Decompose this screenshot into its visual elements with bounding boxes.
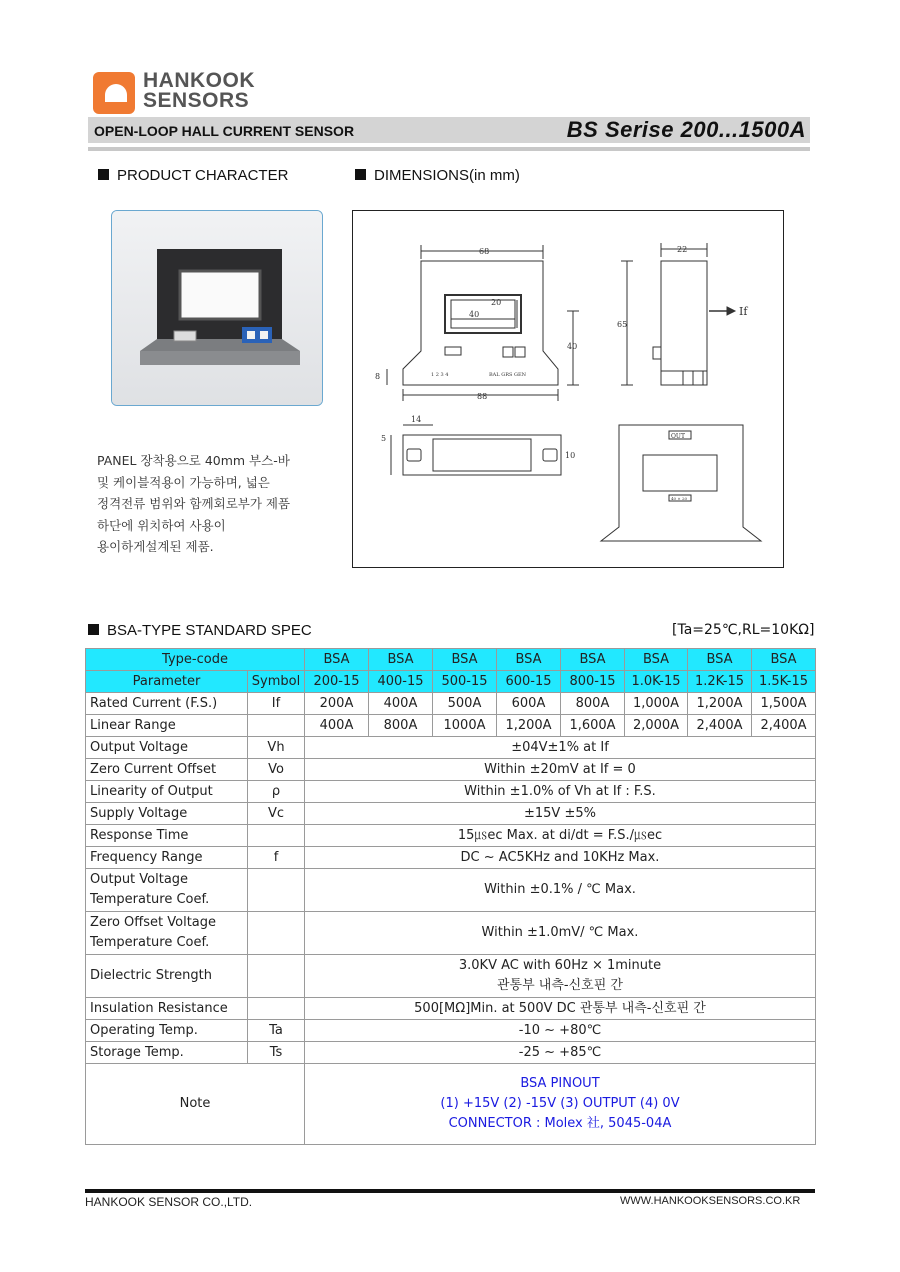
parameter-header: Parameter [86, 671, 248, 693]
param-symbol [248, 715, 305, 737]
dimensions-heading: DIMENSIONS(in mm) [355, 167, 520, 184]
value-cell: -25 ~ +85℃ [305, 1042, 816, 1064]
description-line: 용이하게설계된 제품. [97, 539, 214, 554]
value-cell: 1,500A [752, 693, 816, 715]
table-row [86, 1042, 816, 1064]
model-prefix: BSA [433, 649, 497, 671]
model-prefix: BSA [688, 649, 752, 671]
param-symbol [248, 869, 305, 912]
model-code: 800-15 [561, 671, 625, 693]
param-name: Insulation Resistance [86, 998, 248, 1020]
product-character-heading: PRODUCT CHARACTER [98, 167, 288, 184]
value-cell: ±15V ±5% [305, 803, 816, 825]
footer-website: WWW.HANKOOKSENSORS.CO.KR [620, 1195, 801, 1207]
value-cell: ±04V±1% at If [305, 737, 816, 759]
table-row [86, 825, 816, 847]
pin-label: 1 2 3 4 [431, 372, 449, 378]
title-divider [88, 147, 810, 151]
out-label: OUT [671, 433, 685, 440]
param-name: Zero Offset Voltage Temperature Coef. [86, 912, 248, 955]
model-code: 1.5K-15 [752, 671, 816, 693]
brand-line-1: HANKOOK [143, 69, 255, 92]
param-symbol: Vh [248, 737, 305, 759]
value-cell: -10 ~ +80℃ [305, 1020, 816, 1042]
value-cell: 1,200A [497, 715, 561, 737]
symbol-header: Symbol [248, 671, 305, 693]
table-row [86, 1020, 816, 1042]
param-symbol: Vo [248, 759, 305, 781]
model-code: 1.0K-15 [625, 671, 688, 693]
table-row [86, 998, 816, 1020]
value-cell: 15㎲ec Max. at di/dt = F.S./㎲ec [305, 825, 816, 847]
value-cell: Within ±20mV at If = 0 [305, 759, 816, 781]
model-prefix: BSA [752, 649, 816, 671]
model-code: 500-15 [433, 671, 497, 693]
bullet-square-icon [355, 169, 366, 180]
value-cell: 800A [561, 693, 625, 715]
doc-title: OPEN-LOOP HALL CURRENT SENSOR [94, 123, 355, 139]
param-symbol: Ta [248, 1020, 305, 1042]
dim-22-label: 22 [677, 245, 688, 254]
note-label: Note [86, 1064, 305, 1145]
table-row [86, 715, 816, 737]
footer-company: HANKOOK SENSOR CO.,LTD. [85, 1195, 253, 1209]
dim-8-label: 8 [375, 372, 381, 381]
param-symbol: f [248, 847, 305, 869]
param-name: Response Time [86, 825, 248, 847]
param-name: Frequency Range [86, 847, 248, 869]
value-cell: 800A [369, 715, 433, 737]
value-cell: 2,400A [688, 715, 752, 737]
model-code: 600-15 [497, 671, 561, 693]
value-cell: 1000A [433, 715, 497, 737]
tag-label: 40 × 20 [671, 496, 688, 501]
series-title: BS Serise 200...1500A [566, 117, 806, 142]
table-row [86, 693, 816, 715]
table-header-row [86, 649, 816, 671]
value-cell: 2,400A [752, 715, 816, 737]
value-cell: 500[MΩ]Min. at 500V DC 관통부 내측-신호핀 간 [305, 998, 816, 1020]
dim-40w-label: 40 [469, 310, 480, 319]
dim-20-label: 20 [491, 298, 502, 307]
value-cell: 1,600A [561, 715, 625, 737]
table-row [86, 737, 816, 759]
param-symbol: Ts [248, 1042, 305, 1064]
dim-68-label: 68 [479, 247, 490, 256]
footer-rule [85, 1189, 815, 1193]
title-bar [88, 117, 810, 143]
param-symbol [248, 955, 305, 998]
bullet-square-icon [88, 624, 99, 635]
table-row [86, 781, 816, 803]
value-cell: Within ±1.0mV/ ℃ Max. [305, 912, 816, 955]
note-content [305, 1064, 816, 1145]
spec-condition: [Ta=25℃,RL=10KΩ] [672, 622, 815, 638]
dim-5-label: 5 [381, 434, 387, 443]
description-line: 및 케이블적용이 가능하며, 넓은 [97, 474, 270, 490]
brand-line-2: SENSORS [143, 89, 250, 112]
param-symbol [248, 998, 305, 1020]
value-cell: 1,200A [688, 693, 752, 715]
param-symbol: ρ [248, 781, 305, 803]
param-name: Storage Temp. [86, 1042, 248, 1064]
value-cell: 400A [369, 693, 433, 715]
param-symbol: Vc [248, 803, 305, 825]
brand-logo [143, 71, 255, 111]
dim-40h-label: 40 [567, 342, 578, 351]
value-cell: DC ~ AC5KHz and 10KHz Max. [305, 847, 816, 869]
param-symbol [248, 825, 305, 847]
bullet-square-icon [98, 169, 109, 180]
table-header-row [86, 671, 816, 693]
param-name: Zero Current Offset [86, 759, 248, 781]
model-code: 400-15 [369, 671, 433, 693]
table-row [86, 869, 816, 912]
param-name: Linearity of Output [86, 781, 248, 803]
model-prefix: BSA [305, 649, 369, 671]
value-cell: 600A [497, 693, 561, 715]
param-name: Operating Temp. [86, 1020, 248, 1042]
table-row [86, 759, 816, 781]
table-row [86, 912, 816, 955]
value-cell: 2,000A [625, 715, 688, 737]
param-name: Output Voltage [86, 737, 248, 759]
value-cell: 400A [305, 715, 369, 737]
model-prefix: BSA [561, 649, 625, 671]
dim-88-label: 88 [477, 392, 488, 401]
value-cell: 3.0KV AC with 60Hz × 1minute 관통부 내측-신호핀 간 [305, 955, 816, 998]
param-name: Rated Current (F.S.) [86, 693, 248, 715]
spec-heading: BSA-TYPE STANDARD SPEC [88, 622, 312, 639]
description-line: 정격전류 범위와 함께회로부가 제품 [97, 496, 291, 511]
table-row [86, 847, 816, 869]
param-name: Output Voltage Temperature Coef. [86, 869, 248, 912]
product-photo [111, 210, 323, 406]
value-cell: 200A [305, 693, 369, 715]
param-symbol [248, 912, 305, 955]
table-row [86, 803, 816, 825]
value-cell: 1,000A [625, 693, 688, 715]
value-cell: 500A [433, 693, 497, 715]
param-name: Supply Voltage [86, 803, 248, 825]
pinout-title: BSA PINOUT [520, 1076, 600, 1091]
value-cell: Within ±0.1% / ℃ Max. [305, 869, 816, 912]
dim-65-label: 65 [617, 320, 628, 329]
model-prefix: BSA [625, 649, 688, 671]
dim-14-label: 14 [411, 415, 422, 424]
table-row [86, 1064, 816, 1145]
pot-label: BAL GRS GEN [489, 372, 526, 378]
model-code: 200-15 [305, 671, 369, 693]
pinout-list: (1) +15V (2) -15V (3) OUTPUT (4) 0V [440, 1096, 680, 1111]
product-description [97, 450, 337, 558]
current-arrow-label: If [739, 305, 748, 318]
value-cell: Within ±1.0% of Vh at If : F.S. [305, 781, 816, 803]
description-line: PANEL 장착용으로 40mm 부스-바 [97, 453, 290, 468]
model-prefix: BSA [369, 649, 433, 671]
dimensions-drawing [352, 210, 784, 568]
param-symbol: If [248, 693, 305, 715]
connector-spec: CONNECTOR : Molex 社, 5045-04A [448, 1116, 672, 1131]
type-code-header: Type-code [86, 649, 305, 671]
sensor-photo-illustration [112, 211, 322, 405]
model-code: 1.2K-15 [688, 671, 752, 693]
param-name: Dielectric Strength [86, 955, 248, 998]
description-line: 하단에 위치하여 사용이 [97, 517, 226, 533]
param-name: Linear Range [86, 715, 248, 737]
model-prefix: BSA [497, 649, 561, 671]
dim-10-label: 10 [565, 451, 576, 460]
spec-table [85, 648, 816, 1145]
logo-mark [93, 72, 135, 114]
dimension-diagram [353, 211, 783, 567]
table-row [86, 955, 816, 998]
